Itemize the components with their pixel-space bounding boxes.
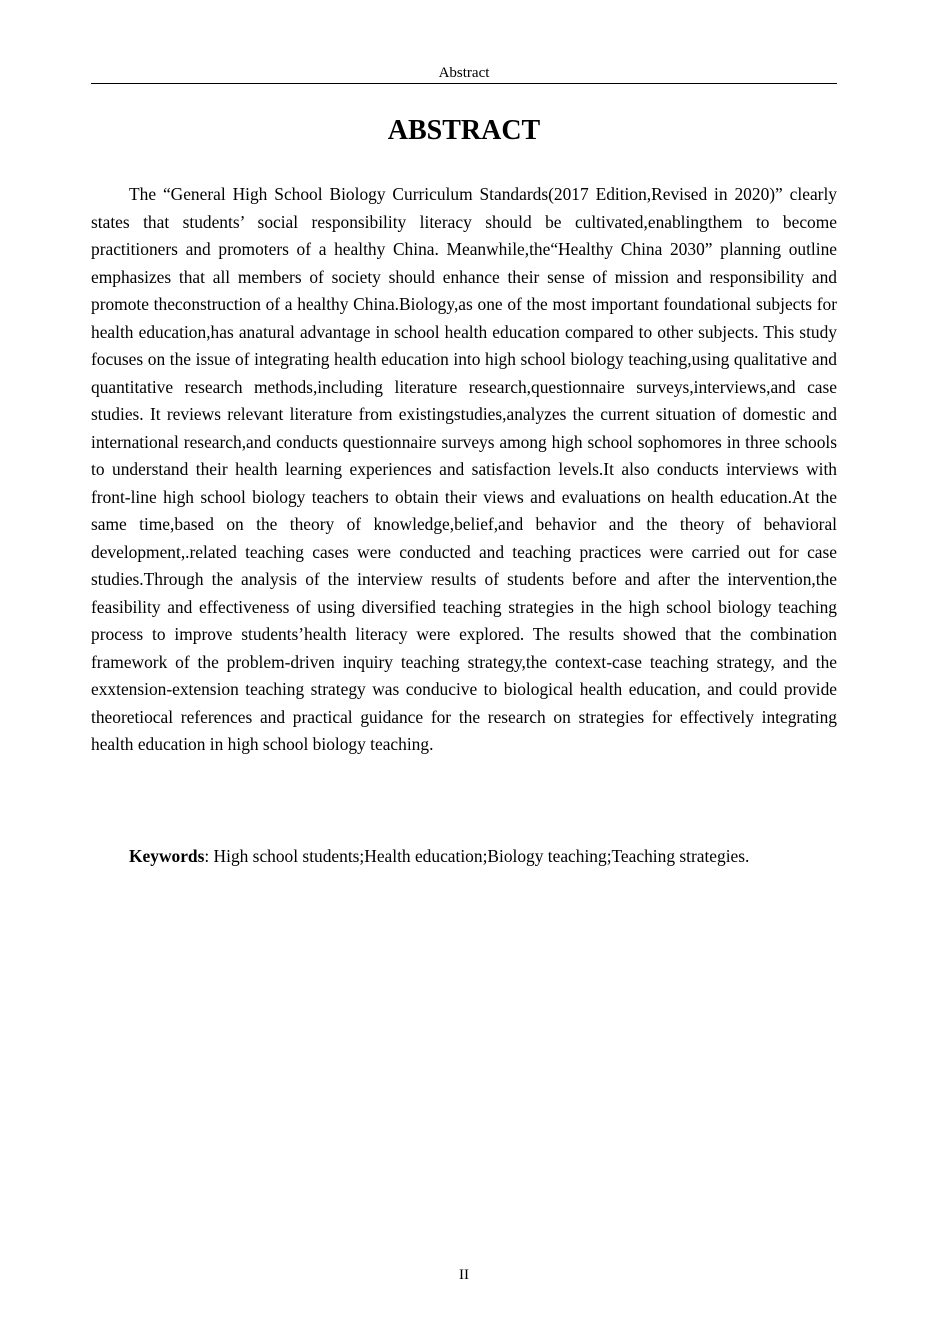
page-title: ABSTRACT [387,115,541,146]
running-header: Abstract [438,65,490,81]
keywords-text: High school students;Health education;Biology teaching;Teaching strategies. [213,846,750,866]
abstract-body: The “General High School Biology Curriculum Standards(2017 Edition,Revised in 2020)” clearly states that students’ social responsibility literacy should be cultivated,enablingthem to become practitioners and promoters of a healthy China. Meanwhile,the“Healthy China 2030” planning outline emphasizes that all members of society should enhance their sense of mission and responsibility and promote theconstruction of a healthy China.Biology,as one of the most important foundational subjects for health education,has anatural advantage in school health education compared to other subjects. This study focuses on the issue of integrating health education into high school biology teaching,using qualitative and quantitative research methods,including literature research,questionnaire surveys,interviews,and case studies. It reviews relevant literature from existingstudies,analyzes the current situation of domestic and international research,and conducts questionnaire surveys among high school sophomores in three schools to understand their health learning experiences and satisfaction levels.It also conducts interviews with front-line high school biology teachers to obtain their views and evaluations on health education.At the same time,based on the theory of knowledge,belief,and behavior and the theory of behavioral development,.related teaching cases were conducted and teaching practices were carried out for case studies.Through the analysis of the interview results of students before and after the intervention,the feasibility and effectiveness of using diversified teaching strategies in the high school biology teaching process to improve students’health literacy were explored. The results showed that the combination framework of the problem-driven inquiry teaching strategy,the context-case teaching strategy, and the exxtension-extension teaching strategy was conducive to biological health education, and could provide theoretiocal references and practical guidance for the research on strategies for effectively integrating health education in high school biology teaching. [91,184,837,754]
keywords-paragraph [91,843,837,871]
page-number: II [459,1267,469,1283]
keywords-separator: : [204,846,214,866]
keywords-label: Keywords [129,846,205,866]
header-rule [91,83,837,84]
